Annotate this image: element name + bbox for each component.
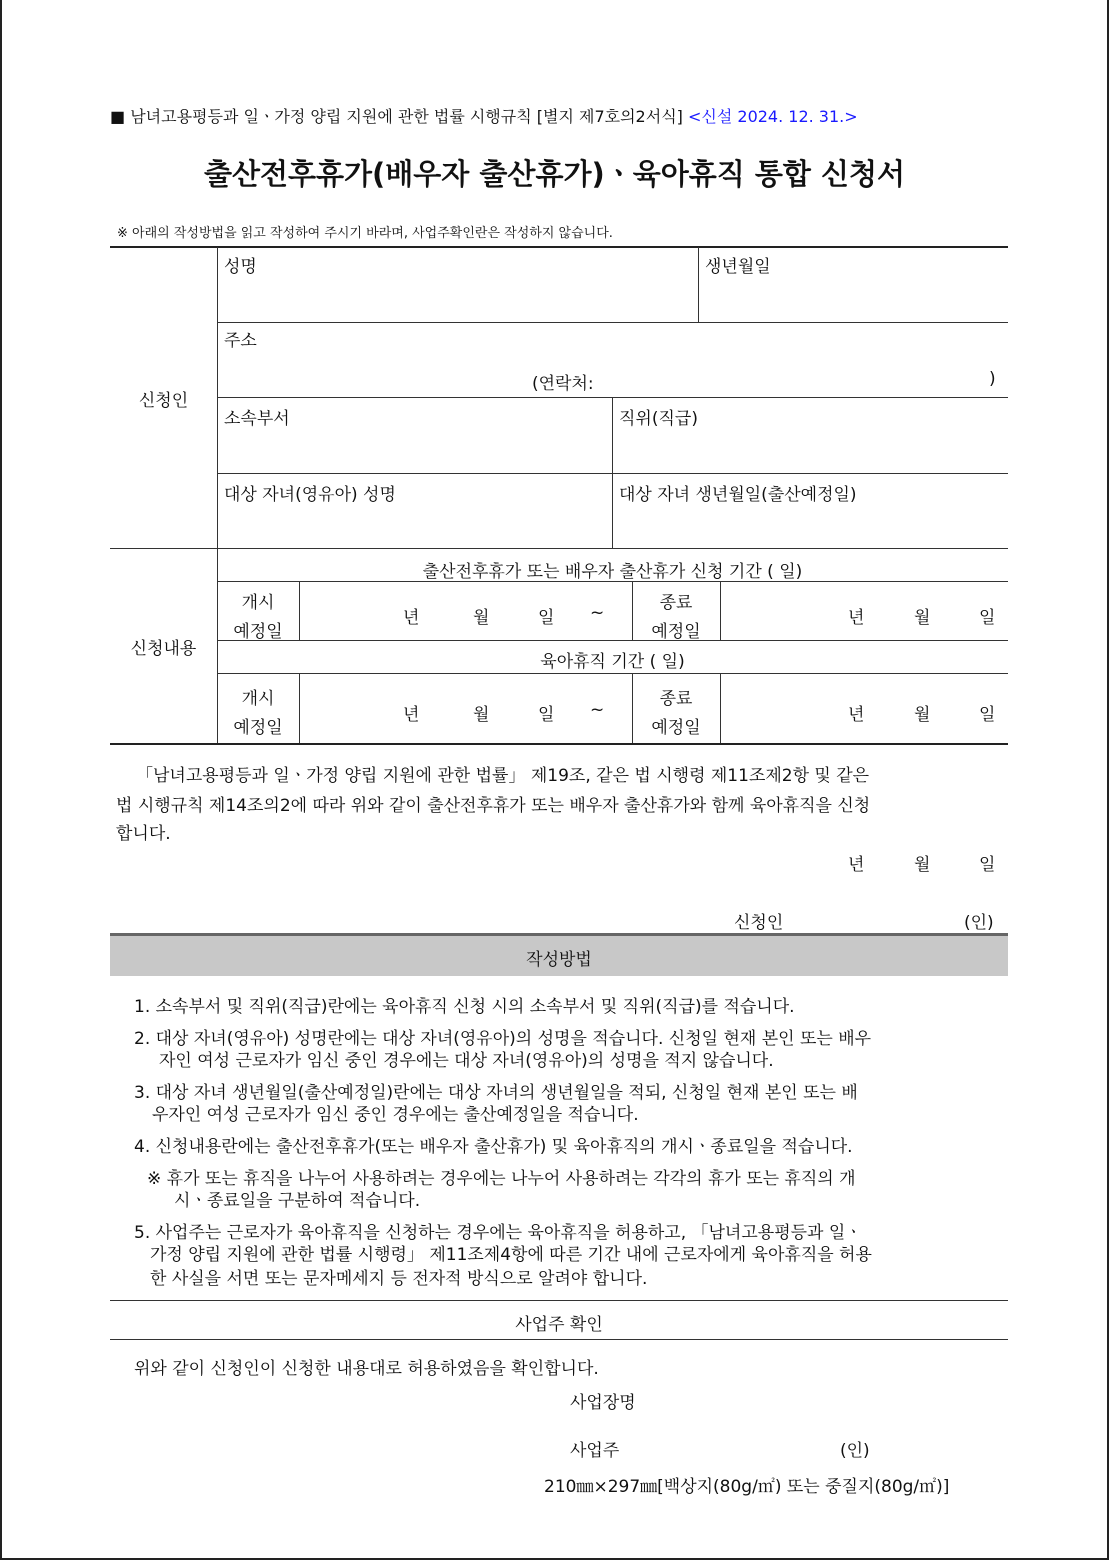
howto-item-5-cont: 가정 양립 지원에 관한 법률 시행령」 제11조제4항에 따른 기간 내에 근로자에게 육아휴직을 허용 xyxy=(150,1245,872,1265)
year-label: 년 xyxy=(403,608,420,628)
divider xyxy=(217,322,1008,323)
employer-seal: (인) xyxy=(840,1441,870,1461)
howto-item-5: 5. 사업주는 근로자가 육아휴직을 신청하는 경우에는 육아휴직을 허용하고, 「남녀고용평등과 일ㆍ xyxy=(134,1223,862,1243)
date-year: 년 xyxy=(848,855,865,875)
howto-item-3-cont: 우자인 여성 근로자가 임신 중인 경우에는 출산예정일을 적습니다. xyxy=(152,1105,639,1125)
applicant-section-label: 신청인 xyxy=(138,391,189,411)
square-marker-icon: ■ xyxy=(110,107,126,126)
birthdate-label: 생년월일 xyxy=(705,257,771,277)
table-top-rule xyxy=(110,246,1008,248)
childcare-period-label: 육아휴직 기간 ( 일) xyxy=(540,652,685,672)
howto-item-1: 1. 소속부서 및 직위(직급)란에는 육아휴직 신청 시의 소속부서 및 직위(직급)를 적습니다. xyxy=(134,997,795,1017)
year-label: 년 xyxy=(403,705,420,725)
divider xyxy=(217,640,1008,641)
divider xyxy=(299,673,300,743)
start-label-2: 예정일 xyxy=(233,718,283,738)
form-title: 출산전후휴가(배우자 출산휴가)ㆍ육아휴직 통합 신청서 xyxy=(203,157,906,191)
employer-top-rule xyxy=(110,1300,1008,1301)
employer-label: 사업주 xyxy=(570,1441,620,1461)
divider xyxy=(217,673,1008,674)
maternity-period-label: 출산전후휴가 또는 배우자 출산휴가 신청 기간 ( 일) xyxy=(422,562,803,582)
date-month: 월 xyxy=(914,855,931,875)
paper-spec-footer: 210㎜×297㎜[백상지(80g/㎡) 또는 중질지(80g/㎡)] xyxy=(544,1477,950,1497)
howto-item-5-cont-2: 한 사실을 서면 또는 문자메세지 등 전자적 방식으로 알려야 합니다. xyxy=(150,1269,648,1289)
howto-note: ※ 휴가 또는 휴직을 나누어 사용하려는 경우에는 나누어 사용하려는 각각의 휴가 또는 휴직의 개 xyxy=(147,1169,856,1189)
date-day: 일 xyxy=(979,855,996,875)
start-label: 개시 xyxy=(241,689,275,709)
howto-item-2-cont: 자인 여성 근로자가 임신 중인 경우에는 대상 자녀(영유아)의 성명을 적지 않습니다. xyxy=(159,1051,774,1071)
workplace-label: 사업장명 xyxy=(570,1393,636,1413)
section-divider xyxy=(110,548,1008,549)
divider xyxy=(299,581,300,640)
employer-title: 사업주 확인 xyxy=(515,1315,603,1335)
notice-text: ※ 아래의 작성방법을 읽고 작성하여 주시기 바라며, 사업주확인란은 작성하지 않습니다. xyxy=(117,226,613,241)
statement-line-2: 법 시행규칙 제14조의2에 따라 위와 같이 출산전후휴가 또는 배우자 출산휴가와 함께 육아휴직을 신청 xyxy=(116,796,871,816)
start-label: 개시 xyxy=(241,593,275,613)
howto-item-3: 3. 대상 자녀 생년월일(출산예정일)란에는 대상 자녀의 생년월일을 적되, 신청일 현재 본인 또는 배 xyxy=(134,1083,858,1103)
divider xyxy=(720,581,721,640)
howto-note-cont: 시ㆍ종료일을 구분하여 적습니다. xyxy=(174,1191,421,1211)
statement-line-3: 합니다. xyxy=(116,824,171,844)
howto-header-band xyxy=(110,933,1008,976)
end-label: 종료 xyxy=(659,689,693,709)
law-reference: 남녀고용평등과 일ㆍ가정 양립 지원에 관한 법률 시행규칙 [별지 제7호의2서식] xyxy=(130,107,683,126)
position-label: 직위(직급) xyxy=(619,409,698,429)
child-name-label: 대상 자녀(영유아) 성명 xyxy=(224,485,396,505)
start-label-2: 예정일 xyxy=(233,622,283,642)
contact-label: (연락처: xyxy=(532,374,594,394)
applicant-seal: (인) xyxy=(964,913,994,933)
tilde: ~ xyxy=(590,603,605,623)
year-label: 년 xyxy=(848,705,865,725)
howto-title: 작성방법 xyxy=(526,950,592,970)
day-label: 일 xyxy=(538,608,555,628)
applicant-sign-label: 신청인 xyxy=(734,913,784,933)
department-label: 소속부서 xyxy=(224,409,290,429)
contact-close: ) xyxy=(989,369,996,389)
month-label: 월 xyxy=(914,705,931,725)
name-label: 성명 xyxy=(224,257,257,277)
end-label: 종료 xyxy=(659,593,693,613)
end-label-2: 예정일 xyxy=(651,718,701,738)
day-label: 일 xyxy=(979,608,996,628)
howto-item-2: 2. 대상 자녀(영유아) 성명란에는 대상 자녀(영유아)의 성명을 적습니다. 신청일 현재 본인 또는 배우 xyxy=(134,1029,872,1049)
howto-item-4: 4. 신청내용란에는 출산전후휴가(또는 배우자 출산휴가) 및 육아휴직의 개시ㆍ종료일을 적습니다. xyxy=(134,1137,853,1157)
statement-line-1: 「남녀고용평등과 일ㆍ가정 양립 지원에 관한 법률」 제19조, 같은 법 시행령 제11조제2항 및 같은 xyxy=(136,766,870,786)
month-label: 월 xyxy=(914,608,931,628)
request-section-label: 신청내용 xyxy=(130,639,197,659)
employer-bottom-rule xyxy=(110,1339,1008,1340)
divider xyxy=(698,247,699,323)
divider xyxy=(217,473,1008,474)
amendment-note: <신설 2024. 12. 31.> xyxy=(687,107,858,126)
day-label: 일 xyxy=(979,705,996,725)
table-bottom-rule xyxy=(110,743,1008,745)
year-label: 년 xyxy=(848,608,865,628)
month-label: 월 xyxy=(473,705,490,725)
form-header xyxy=(110,104,858,127)
month-label: 월 xyxy=(473,608,490,628)
day-label: 일 xyxy=(538,705,555,725)
end-label-2: 예정일 xyxy=(651,622,701,642)
tilde: ~ xyxy=(590,700,605,720)
child-birthdate-label: 대상 자녀 생년월일(출산예정일) xyxy=(619,485,857,505)
divider xyxy=(720,673,721,743)
employer-statement: 위와 같이 신청인이 신청한 내용대로 허용하였음을 확인합니다. xyxy=(134,1359,599,1379)
address-label: 주소 xyxy=(224,331,257,351)
